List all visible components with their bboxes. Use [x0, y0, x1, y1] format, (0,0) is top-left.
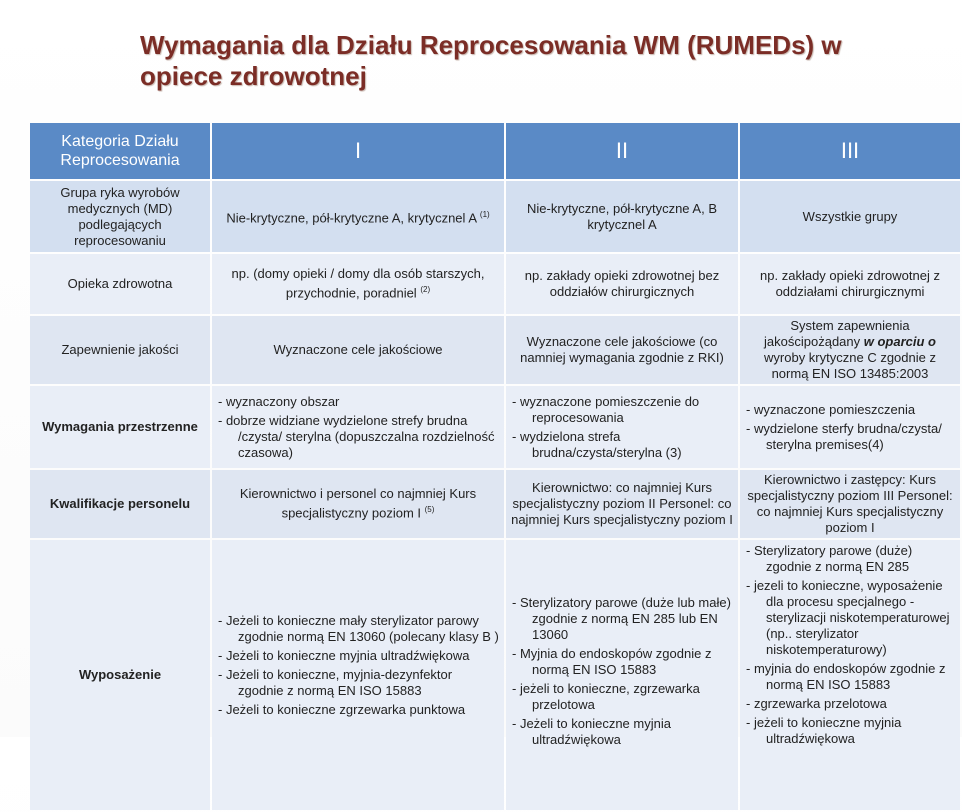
list-item: - jeżeli to konieczne, zgrzewarka przelotowa — [512, 681, 700, 712]
cell-staff-1 — [212, 470, 504, 538]
cell-healthcare-2: np. zakłady opieki zdrowotnej bez oddziałów chirurgicznych — [506, 254, 738, 314]
row-label-healthcare: Opieka zdrowotna — [30, 254, 210, 314]
list-item: - Jeżeli to konieczne zgrzewarka punktowa — [218, 702, 466, 717]
cell-quality-1: Wyznaczone cele jakościowe — [212, 316, 504, 384]
column-header-1: I — [212, 123, 504, 179]
header-row — [30, 123, 960, 179]
column-header-3: III — [740, 123, 960, 179]
cell-space-1 — [212, 386, 504, 468]
footnote-ref: (2) — [420, 285, 431, 295]
list-item: - Sterylizatory parowe (duże) zgodnie z normą EN 285 — [746, 543, 913, 574]
category-header: Kategoria Działu Reprocesowania — [30, 123, 210, 179]
row-label-equipment: Wyposażenie — [30, 540, 210, 810]
table-row — [30, 254, 960, 314]
table-row — [30, 386, 960, 468]
list-item: - wyznaczone pomieszczenia — [746, 401, 916, 417]
list-item: - Jeżeli to konieczne myjnia ultradźwiękowa — [512, 716, 671, 747]
list-item: - Jeżeli to konieczne, myjnia-dezynfektor zgodnie z normą EN ISO 15883 — [218, 667, 453, 698]
list-item: - Jeżeli to konieczne myjnia ultradźwiękowa — [218, 648, 470, 663]
cell-text: Kierownictwo i personel co najmniej Kurs specjalistyczny poziom I — [239, 486, 477, 521]
cell-quality-3 — [740, 316, 960, 384]
cell-equipment-2 — [506, 540, 738, 810]
footnote-ref: (5) — [424, 505, 435, 515]
list-item: - wydzielone sterfy brudna/czysta/ sterylna premises(4) — [746, 420, 942, 452]
list-item: - Sterylizatory parowe (duże lub małe) zgodnie z normą EN 285 lub EN 13060 — [512, 595, 731, 642]
cell-equipment-3 — [740, 540, 960, 810]
cell-group-2: Nie-krytyczne, pół-krytyczne A, B krytycznel A — [506, 181, 738, 252]
requirements-table-wrap — [30, 123, 960, 747]
list-item: - wyznaczony obszar — [218, 393, 340, 409]
row-label-group: Grupa ryka wyrobów medycznych (MD) podlegających reprocesowaniu — [30, 181, 210, 252]
cell-text: wyroby krytyczne C zgodnie z normą EN ISO 13485:2003 — [764, 350, 936, 381]
cell-group-1 — [212, 181, 504, 252]
cell-quality-2: Wyznaczone cele jakościowe (co namniej wymagania zgodnie z RKI) — [506, 316, 738, 384]
table-row — [30, 540, 960, 810]
page-title: Wymagania dla Działu Reprocesowania WM (RUMEDs) w opiece zdrowotnej — [140, 30, 842, 91]
row-label-quality: Zapewnienie jakości — [30, 316, 210, 384]
list-item: - Jeżeli to konieczne mały sterylizator parowy zgodnie normą EN 13060 (polecany klasy B ) — [218, 613, 499, 644]
cell-staff-2: Kierownictwo: co najmniej Kurs specjalistyczny poziom II Personel: co najmniej Kurs specjalistyczny poziom I — [506, 470, 738, 538]
list-item: - zgrzewarka przelotowa — [746, 696, 887, 711]
footnote-ref: (1) — [479, 209, 490, 219]
row-label-staff: Kwalifikacje personelu — [30, 470, 210, 538]
row-label-space: Wymagania przestrzenne — [30, 386, 210, 468]
cell-space-2 — [506, 386, 738, 468]
cell-space-3 — [740, 386, 960, 468]
column-header-2: II — [506, 123, 738, 179]
cell-healthcare-1 — [212, 254, 504, 314]
table-row — [30, 181, 960, 252]
table-row — [30, 470, 960, 538]
cell-text: Nie-krytyczne, pół-krytyczne A, krytycznel A — [226, 210, 477, 226]
cell-text: System zapewnienia jakościpożądany — [764, 318, 910, 349]
cell-healthcare-3: np. zakłady opieki zdrowotnej z oddziałami chirurgicznymi — [740, 254, 960, 314]
list-item: - wydzielona strefa brudna/czysta/sterylna (3) — [512, 428, 682, 460]
cell-group-3: Wszystkie grupy — [740, 181, 960, 252]
cell-equipment-1 — [212, 540, 504, 810]
requirements-table — [28, 121, 962, 812]
list-item: - Myjnia do endoskopów zgodnie z normą EN ISO 15883 — [512, 646, 712, 677]
list-item: - wyznaczone pomieszczenie do reprocesowania — [512, 393, 700, 425]
list-item: - myjnia do endoskopów zgodnie z normą EN ISO 15883 — [746, 661, 946, 692]
cell-text: np. (domy opieki / domy dla osób starszych, przychodnie, poradniel — [231, 266, 485, 301]
list-item: - jezeli to konieczne, wyposażenie dla procesu specjalnego - sterylizacji niskotemperaturowej (np.. sterylizator niskotemperaturowy) — [746, 578, 950, 657]
emphasis-text: w oparciu o — [863, 334, 936, 349]
list-item: - dobrze widziane wydzielone strefy brudna /czysta/ sterylna (dopuszczalna rozdzielność czasowa) — [218, 412, 495, 460]
table-row — [30, 316, 960, 384]
cell-staff-3: Kierownictwo i zastępcy: Kurs specjalistyczny poziom III Personel: co najmniej Kurs specjalistyczny poziom I — [740, 470, 960, 538]
list-item: - jeżeli to konieczne myjnia ultradźwiękowa — [746, 715, 902, 746]
